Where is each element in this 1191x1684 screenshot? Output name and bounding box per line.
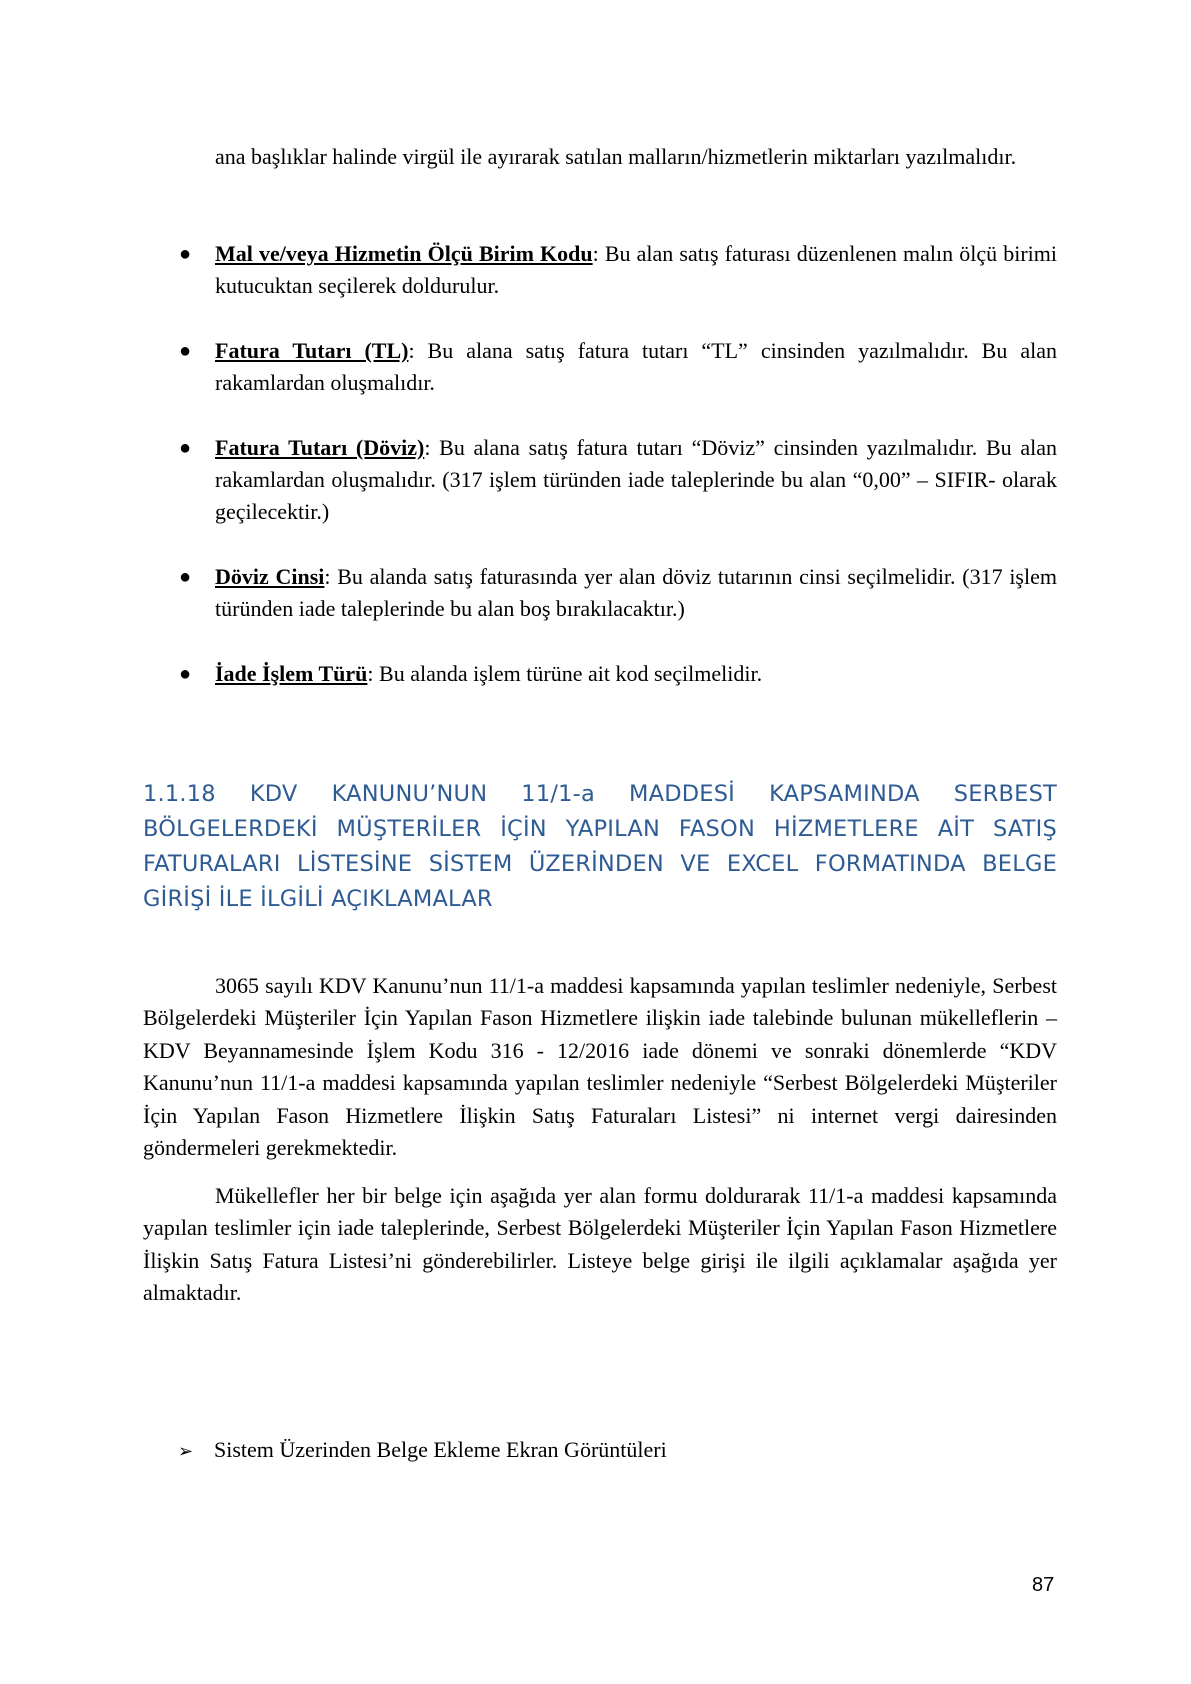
term-label: İade İşlem Türü [215, 661, 368, 686]
term-label: Mal ve/veya Hizmetin Ölçü Birim Kodu [215, 241, 593, 266]
field-description-list [179, 238, 1057, 690]
term-description: : Bu alana satış fatura tutarı “TL” cinsinden yazılmalıdır. Bu alan rakamlardan oluşmalıdır. [215, 338, 1057, 395]
list-item [179, 238, 1057, 302]
arrow-bullet-icon: ➢ [178, 1441, 194, 1461]
bullet-icon: ● [179, 340, 192, 362]
list-item [179, 658, 1057, 690]
term-description: : Bu alan satış faturası düzenlenen malın ölçü birimi kutucuktan seçilerek doldurulur. [215, 241, 1057, 298]
section-heading: 1.1.18 KDV KANUNU’NUN 11/1-a MADDESİ KAPSAMINDA SERBEST BÖLGELERDEKİ MÜŞTERİLER İÇİN YAPILAN FASON HİZMETLERE AİT SATIŞ FATURALARI LİSTESİNE SİSTEM ÜZERİNDEN VE EXCEL FORMATINDA BELGE GİRİŞİ İLE İLGİLİ AÇIKLAMALAR [143, 781, 1057, 912]
page-number: 87 [1032, 1574, 1055, 1596]
list-item [179, 561, 1057, 625]
list-item [179, 335, 1057, 399]
bullet-icon: ● [179, 566, 192, 588]
body-paragraph: 3065 sayılı KDV Kanunu’nun 11/1-a maddesi kapsamında yapılan teslimler nedeniyle, Serbest Bölgelerdeki Müşteriler İçin Yapılan Fason Hizmetlere ilişkin iade talebinde bulunan mükelleflerin –KDV Beyannamesinde İşlem Kodu 316 - 12/2016 iade dönemi ve sonraki dönemlerde “KDV Kanunu’nun 11/1-a maddesi kapsamında yapılan teslimler nedeniyle “Serbest Bölgelerdeki Müşteriler İçin Yapılan Fason Hizmetlere İlişkin Satış Faturaları Listesi” ni internet vergi dairesinden göndermeleri gerekmektedir. [143, 973, 1057, 1161]
bullet-icon: ● [179, 243, 192, 265]
term-description: : Bu alanda işlem türüne ait kod seçilmelidir. [367, 661, 763, 686]
screenshot-section-label: Sistem Üzerinden Belge Ekleme Ekran Görüntüleri [214, 1437, 667, 1462]
term-description: : Bu alana satış fatura tutarı “Döviz” cinsinden yazılmalıdır. Bu alan rakamlardan oluşmalıdır. (317 işlem türünden iade taleplerinde bu alan “0,00” – SIFIR- olarak geçilecektir.) [215, 435, 1057, 524]
term-label: Döviz Cinsi [215, 564, 325, 589]
term-description: : Bu alanda satış faturasında yer alan döviz tutarının cinsi seçilmelidir. (317 işlem türünden iade taleplerinde bu alan boş bırakılacaktır.) [215, 564, 1057, 621]
screenshot-section-item [178, 1434, 667, 1467]
continuation-text: ana başlıklar halinde virgül ile ayırarak satılan malların/hizmetlerin miktarları yazılmalıdır. [215, 144, 1017, 169]
bullet-icon: ● [179, 663, 192, 685]
body-paragraph: Mükellefler her bir belge için aşağıda yer alan formu doldurarak 11/1-a maddesi kapsamında yapılan teslimler için iade taleplerinde, Serbest Bölgelerdeki Müşteriler İçin Yapılan Fason Hizmetlere İlişkin Satış Fatura Listesi’ni gönderebilirler. Listeye belge girişi ile ilgili açıklamalar aşağıda yer almaktadır. [143, 1183, 1057, 1306]
term-label: Fatura Tutarı (TL) [215, 338, 409, 363]
list-item [179, 432, 1057, 528]
term-label: Fatura Tutarı (Döviz) [215, 435, 425, 460]
bullet-icon: ● [179, 437, 192, 459]
